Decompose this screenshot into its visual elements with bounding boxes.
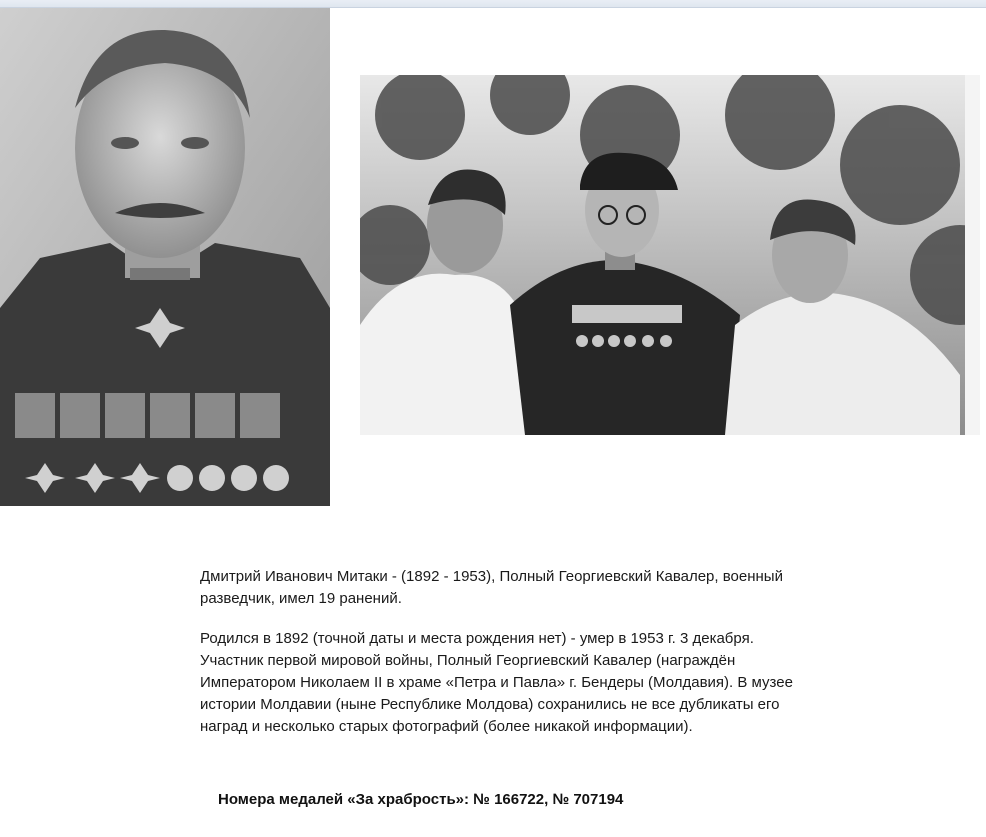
portrait-photo bbox=[0, 8, 330, 506]
window-top-strip bbox=[0, 0, 986, 8]
intro-paragraph: Дмитрий Иванович Митаки - (1892 - 1953), Полный Георгиевский Кавалер, военный разведчик, имел 19 ранений. bbox=[200, 568, 783, 607]
group-photo-icon bbox=[360, 75, 980, 435]
biography-text bbox=[200, 566, 800, 738]
biography-paragraph: Родился в 1892 (точной даты и места рождения нет) - умер в 1953 г. 3 декабря. Участник первой мировой войны, Полный Георгиевский Кавалер (награждён Императором Николаем II в храме «Петра и Павла» г. Бендеры (Молдавия). В музее истории Молдавии (ныне Республике Молдова) сохранились не все дубликаты его наград и несколько старых фотографий (более никакой информации). bbox=[200, 630, 793, 735]
medal-numbers: Номера медалей «За храбрость»: № 166722, № 707194 bbox=[218, 791, 624, 808]
portrait-icon bbox=[0, 8, 330, 506]
group-photo bbox=[360, 75, 980, 435]
